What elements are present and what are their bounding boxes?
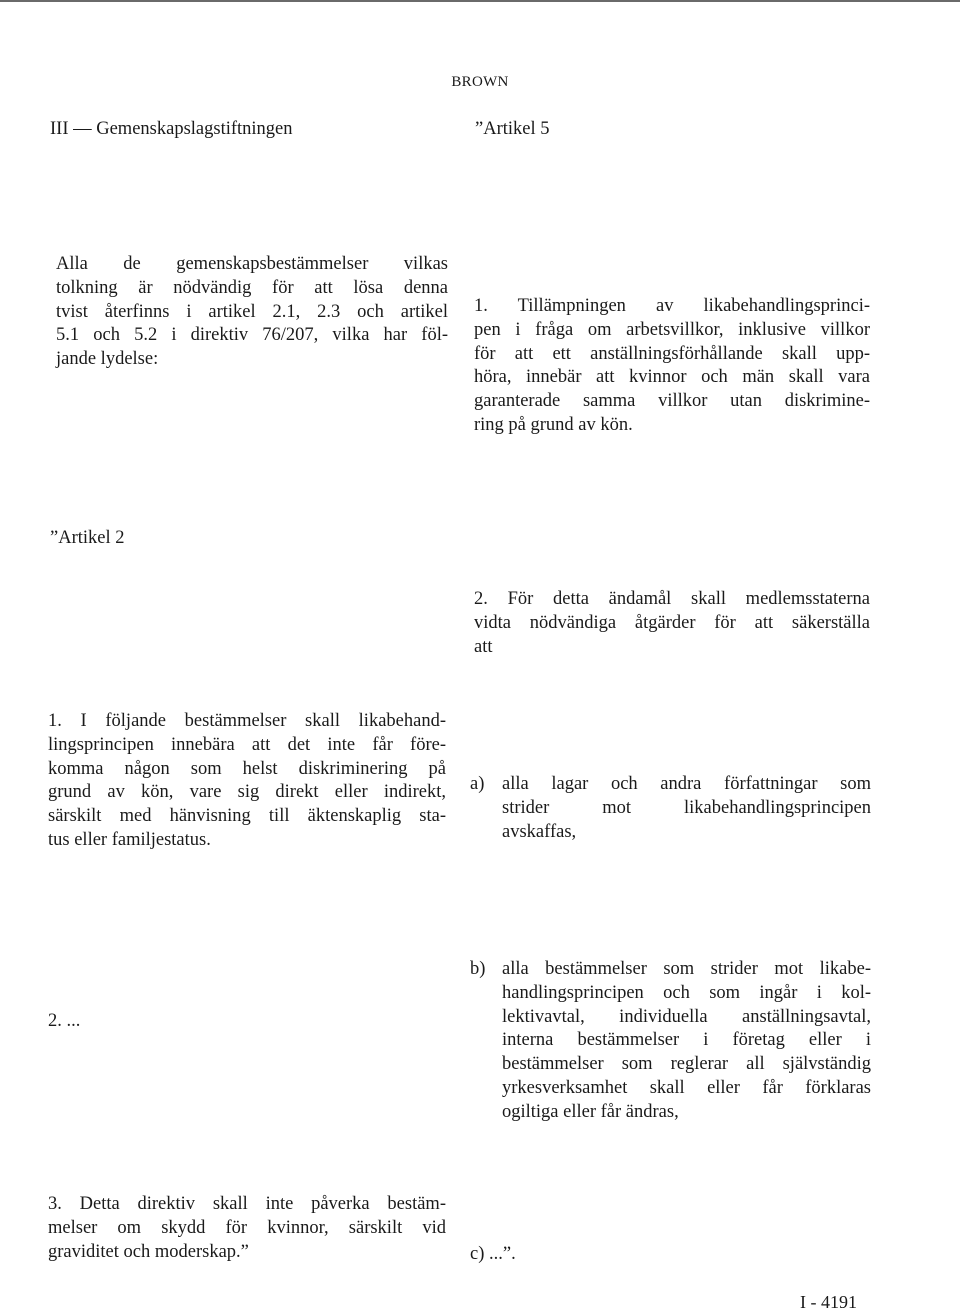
article-5-heading: ”Artikel 5 <box>475 119 550 139</box>
item-line: avskaffas, <box>502 821 577 842</box>
item-line: interna bestämmelser i företag eller i <box>502 1030 871 1051</box>
para-line: grund av kön, vare sig direkt eller indirekt, <box>48 782 446 803</box>
item-line: yrkesverksamhet skall eller får förklaras <box>502 1077 871 1098</box>
para-line: särskilt med hänvisning till äktenskaplig sta- <box>48 806 446 827</box>
intro-paragraph <box>56 253 448 372</box>
para-line: ring på grund av kön. <box>474 414 633 435</box>
para-line: för att ett anställningsförhållande skall upp- <box>474 343 870 364</box>
intro-line: Alla de gemenskapsbestämmelser vilkas <box>56 254 448 274</box>
article-5-para-2 <box>474 588 870 659</box>
item-line: handlingsprincipen och som ingår i kol- <box>502 982 871 1003</box>
intro-line: tvist återfinns i artikel 2.1, 2.3 och artikel <box>56 301 448 322</box>
item-line: alla bestämmelser som strider mot likabe- <box>502 959 871 979</box>
para-line: tus eller familjestatus. <box>48 829 211 850</box>
article-2-para-2: 2. ... <box>48 1011 81 1031</box>
para-line: 1. I följande bestämmelser skall likabehand- <box>48 711 446 731</box>
para-line: vidta nödvändiga åtgärder för att säkerställa <box>474 612 870 633</box>
intro-line: tolkning är nödvändig för att lösa denna <box>56 277 448 298</box>
para-line: komma någon som helst diskriminering på <box>48 758 446 779</box>
para-line: pen i fråga om arbetsvillkor, inklusive villkor <box>474 319 870 340</box>
item-a-label: a) <box>470 774 485 794</box>
article-5-item-a <box>470 773 871 848</box>
article-5-para-1 <box>474 295 870 438</box>
para-line: 2. För detta ändamål skall medlemsstaterna <box>474 589 870 609</box>
section-title: III — Gemenskapslagstiftningen <box>50 119 293 139</box>
article-5-item-c: c) ...”. <box>470 1244 516 1264</box>
item-b-label: b) <box>470 959 486 979</box>
para-line: att <box>474 636 493 657</box>
para-line: lingsprincipen innebära att det inte får före- <box>48 734 446 755</box>
page-number: I - 4191 <box>800 1292 857 1312</box>
article-2-para-3 <box>48 1193 446 1264</box>
article-2-para-1 <box>48 710 446 853</box>
intro-line: jande lydelse: <box>56 349 159 370</box>
item-line: alla lagar och andra författningar som <box>502 774 871 794</box>
para-line: 1. Tillämpningen av likabehandlingsprinci- <box>474 296 870 316</box>
article-2-heading: ”Artikel 2 <box>50 528 125 548</box>
top-rule <box>0 0 960 2</box>
item-line: ogiltiga eller får ändras, <box>502 1101 679 1122</box>
para-line: 3. Detta direktiv skall inte påverka bestäm- <box>48 1194 446 1214</box>
para-line: graviditet och moderskap.” <box>48 1241 249 1262</box>
intro-line: 5.1 och 5.2 i direktiv 76/207, vilka har föl- <box>56 325 448 346</box>
para-line: garanterade samma villkor utan diskrimine- <box>474 391 870 412</box>
item-line: lektivavtal, individuella anställningsavtal, <box>502 1006 871 1027</box>
item-line: bestämmelser som reglerar all självständig <box>502 1054 871 1075</box>
para-line: höra, innebär att kvinnor och män skall vara <box>474 367 870 388</box>
article-5-item-b <box>470 958 871 1128</box>
para-line: melser om skydd för kvinnor, särskilt vid <box>48 1217 446 1238</box>
running-head: BROWN <box>451 74 509 90</box>
item-line: strider mot likabehandlingsprincipen <box>502 797 871 818</box>
